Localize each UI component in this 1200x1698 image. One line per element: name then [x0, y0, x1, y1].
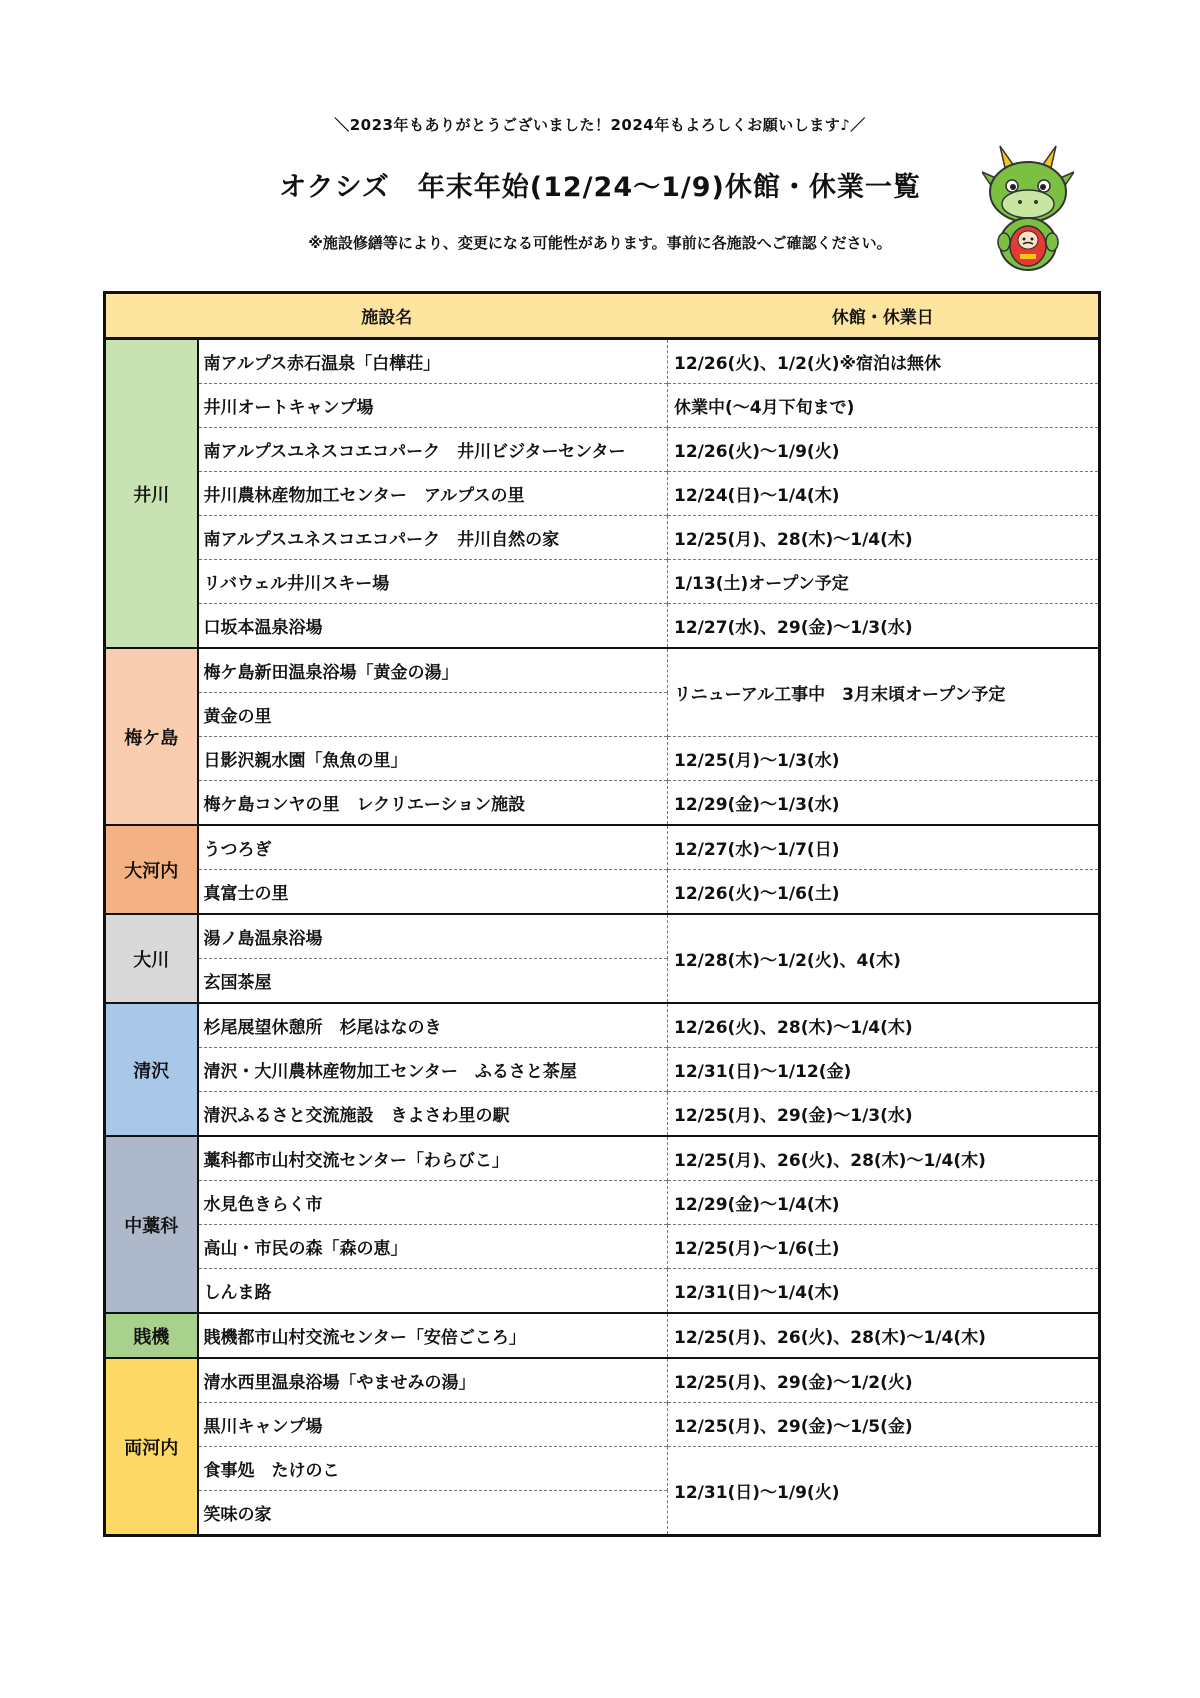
- facility-name: 藁科都市山村交流センター「わらびこ」: [198, 1136, 668, 1181]
- table-row: [105, 1092, 1100, 1137]
- table-row: [105, 1048, 1100, 1092]
- closed-days: 12/31(日)～1/4(木): [668, 1269, 1100, 1314]
- facility-name: 真富士の里: [198, 870, 668, 915]
- facility-name: 賎機都市山村交流センター「安倍ごころ」: [198, 1313, 668, 1358]
- closed-days: 12/29(金)～1/4(木): [668, 1181, 1100, 1225]
- table-row: [105, 428, 1100, 472]
- closed-days: 12/31(日)～1/9(火): [668, 1447, 1100, 1536]
- table-row: [105, 472, 1100, 516]
- facility-name: 南アルプス赤石温泉「白樺荘」: [198, 339, 668, 384]
- table-header-row: [105, 293, 1100, 339]
- closed-days: 12/26(火)、28(木)～1/4(木): [668, 1003, 1100, 1048]
- table-row: [105, 1447, 1100, 1491]
- closed-days: 12/29(金)～1/3(水): [668, 781, 1100, 826]
- facility-name: 梅ケ島コンヤの里 レクリエーション施設: [198, 781, 668, 826]
- facility-name: 笑味の家: [198, 1491, 668, 1536]
- area-name: 賎機: [105, 1313, 198, 1358]
- closed-days: 1/13(土)オープン予定: [668, 560, 1100, 604]
- table-row: [105, 825, 1100, 870]
- facility-name: リバウェル井川スキー場: [198, 560, 668, 604]
- closed-days: 12/24(日)～1/4(木): [668, 472, 1100, 516]
- area-name: 井川: [105, 339, 198, 649]
- facility-name: 日影沢親水園「魚魚の里」: [198, 737, 668, 781]
- table-row: [105, 560, 1100, 604]
- closed-days: 12/26(火)、1/2(火)※宿泊は無休: [668, 339, 1100, 384]
- table-row: [105, 1269, 1100, 1314]
- header-closed-days: 休館・休業日: [668, 293, 1100, 339]
- area-name: 清沢: [105, 1003, 198, 1136]
- facility-name: 湯ノ島温泉浴場: [198, 914, 668, 959]
- facility-name: 口坂本温泉浴場: [198, 604, 668, 649]
- closed-days: 12/25(月)～1/6(土): [668, 1225, 1100, 1269]
- notice-text: ※施設修繕等により、変更になる可能性があります。事前に各施設へご確認ください。: [308, 234, 892, 252]
- facility-name: 高山・市民の森「森の恵」: [198, 1225, 668, 1269]
- table-row: [105, 604, 1100, 649]
- table-row: [105, 1225, 1100, 1269]
- closed-days: 12/31(日)～1/12(金): [668, 1048, 1100, 1092]
- facility-name: 井川オートキャンプ場: [198, 384, 668, 428]
- closed-days: 12/25(月)、29(金)～1/5(金): [668, 1403, 1100, 1447]
- table-row: [105, 1313, 1100, 1358]
- closed-days: 12/28(木)～1/2(火)、4(木): [668, 914, 1100, 1003]
- area-name: 梅ケ島: [105, 648, 198, 825]
- closed-days: リニューアル工事中 3月末頃オープン予定: [668, 648, 1100, 737]
- facility-name: 南アルプスユネスコエコパーク 井川自然の家: [198, 516, 668, 560]
- table-row: [105, 914, 1100, 959]
- closed-days: 12/27(水)、29(金)～1/3(水): [668, 604, 1100, 649]
- closed-days: 12/25(月)、26(火)、28(木)～1/4(木): [668, 1313, 1100, 1358]
- facility-name: しんま路: [198, 1269, 668, 1314]
- facility-name: 清沢・大川農林産物加工センター ふるさと茶屋: [198, 1048, 668, 1092]
- table-row: [105, 516, 1100, 560]
- table-row: [105, 648, 1100, 693]
- facility-name: 梅ケ島新田温泉浴場「黄金の湯」: [198, 648, 668, 693]
- facility-name: 杉尾展望休憩所 杉尾はなのき: [198, 1003, 668, 1048]
- dragon-mascot-icon: [982, 142, 1074, 274]
- closed-days: 休業中(～4月下旬まで): [668, 384, 1100, 428]
- facility-name: 井川農林産物加工センター アルプスの里: [198, 472, 668, 516]
- greeting-text: ＼2023年もありがとうございました！2024年もよろしくお願いします♪／: [334, 116, 866, 134]
- table-row: [105, 1136, 1100, 1181]
- closed-days: 12/27(水)～1/7(日): [668, 825, 1100, 870]
- table-row: [105, 384, 1100, 428]
- facility-name: 黄金の里: [198, 693, 668, 737]
- facility-name: 南アルプスユネスコエコパーク 井川ビジターセンター: [198, 428, 668, 472]
- table-row: [105, 339, 1100, 384]
- facility-name: 清水西里温泉浴場「やませみの湯」: [198, 1358, 668, 1403]
- table-row: [105, 1003, 1100, 1048]
- facility-name: 食事処 たけのこ: [198, 1447, 668, 1491]
- table-row: [105, 781, 1100, 826]
- header-facility: 施設名: [105, 293, 668, 339]
- facility-name: うつろぎ: [198, 825, 668, 870]
- closed-days: 12/26(火)～1/6(土): [668, 870, 1100, 915]
- closed-days: 12/25(月)、29(金)～1/3(水): [668, 1092, 1100, 1137]
- facility-name: 玄国茶屋: [198, 959, 668, 1004]
- table-row: [105, 737, 1100, 781]
- closure-table: [103, 291, 1101, 1537]
- facility-name: 黒川キャンプ場: [198, 1403, 668, 1447]
- area-name: 中藁科: [105, 1136, 198, 1313]
- table-row: [105, 1358, 1100, 1403]
- table-row: [105, 1181, 1100, 1225]
- closed-days: 12/25(月)～1/3(水): [668, 737, 1100, 781]
- table-row: [105, 1403, 1100, 1447]
- area-name: 両河内: [105, 1358, 198, 1536]
- facility-name: 清沢ふるさと交流施設 きよさわ里の駅: [198, 1092, 668, 1137]
- page-title: オクシズ 年末年始(12/24～1/9)休館・休業一覧: [279, 172, 921, 203]
- area-name: 大河内: [105, 825, 198, 914]
- facility-name: 水見色きらく市: [198, 1181, 668, 1225]
- closed-days: 12/25(月)、29(金)～1/2(火): [668, 1358, 1100, 1403]
- closed-days: 12/26(火)～1/9(火): [668, 428, 1100, 472]
- closed-days: 12/25(月)、26(火)、28(木)～1/4(木): [668, 1136, 1100, 1181]
- closed-days: 12/25(月)、28(木)～1/4(木): [668, 516, 1100, 560]
- table-row: [105, 870, 1100, 915]
- area-name: 大川: [105, 914, 198, 1003]
